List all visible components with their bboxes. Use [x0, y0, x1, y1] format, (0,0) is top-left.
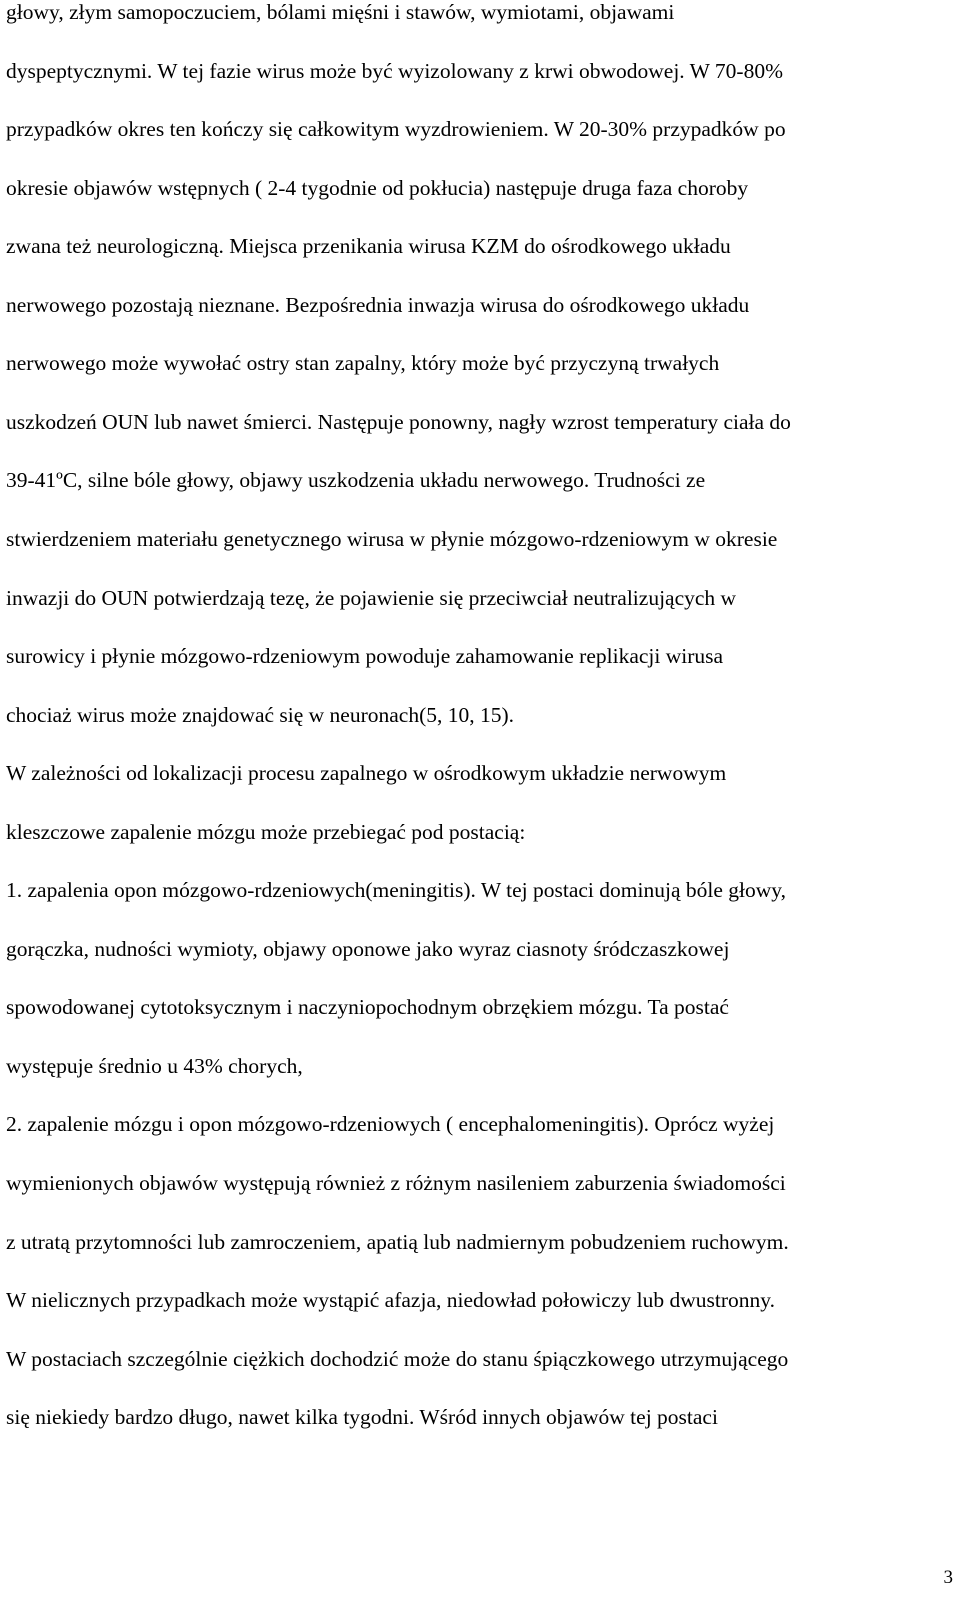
- text-line: surowicy i płynie mózgowo-rdzeniowym powoduje zahamowanie replikacji wirusa: [6, 644, 724, 669]
- text-line: spowodowanej cytotoksycznym i naczyniopochodnym obrzękiem mózgu. Ta postać: [6, 995, 729, 1020]
- text-line: 2. zapalenie mózgu i opon mózgowo-rdzeniowych ( encephalomeningitis). Oprócz wyżej: [6, 1112, 775, 1137]
- text-line: uszkodzeń OUN lub nawet śmierci. Następuje ponowny, nagły wzrost temperatury ciała do: [6, 409, 791, 434]
- text-line: 1. zapalenia opon mózgowo-rdzeniowych(meningitis). W tej postaci dominują bóle głowy,: [6, 878, 786, 903]
- page-number: 3: [943, 1567, 953, 1588]
- text-line: się niekiedy bardzo długo, nawet kilka tygodni. Wśród innych objawów tej postaci: [6, 1405, 718, 1430]
- text-line: głowy, złym samopoczuciem, bólami mięśni i stawów, wymiotami, objawami: [6, 0, 675, 24]
- text-line: gorączka, nudności wymioty, objawy oponowe jako wyraz ciasnoty śródczaszkowej: [6, 936, 730, 961]
- text-line: dyspeptycznymi. W tej fazie wirus może być wyizolowany z krwi obwodowej. W 70-80%: [6, 58, 784, 83]
- text-line: W zależności od lokalizacji procesu zapalnego w ośrodkowym układzie nerwowym: [6, 761, 727, 786]
- text-line: wymienionych objawów występują również z różnym nasileniem zaburzenia świadomości: [6, 1171, 786, 1195]
- text-line: nerwowego pozostają nieznane. Bezpośrednia inwazja wirusa do ośrodkowego układu: [6, 292, 750, 317]
- text-line: nerwowego może wywołać ostry stan zapalny, który może być przyczyną trwałych: [6, 351, 720, 376]
- text-line: występuje średnio u 43% chorych,: [6, 1053, 303, 1078]
- text-line: 39-41ºC, silne bóle głowy, objawy uszkodzenia układu nerwowego. Trudności ze: [6, 468, 706, 493]
- text-line: zwana też neurologiczną. Miejsca przenikania wirusa KZM do ośrodkowego układu: [6, 234, 731, 259]
- text-line: inwazji do OUN potwierdzają tezę, że pojawienie się przeciwciał neutralizujących w: [6, 585, 737, 610]
- text-line: kleszczowe zapalenie mózgu może przebiegać pod postacią:: [6, 819, 526, 844]
- text-line: W postaciach szczególnie ciężkich dochodzić może do stanu śpiączkowego utrzymującego: [6, 1346, 789, 1371]
- text-line: chociaż wirus może znajdować się w neuronach(5, 10, 15).: [6, 702, 515, 727]
- text-line: z utratą przytomności lub zamroczeniem, apatią lub nadmiernym pobudzeniem ruchowym.: [6, 1229, 789, 1254]
- text-line: stwierdzeniem materiału genetycznego wirusa w płynie mózgowo-rdzeniowym w okresie: [6, 526, 778, 551]
- text-line: przypadków okres ten kończy się całkowitym wyzdrowieniem. W 20-30% przypadków po: [6, 117, 786, 142]
- text-line: okresie objawów wstępnych ( 2-4 tygodnie od pokłucia) następuje druga faza choroby: [6, 175, 749, 200]
- text-line: W nielicznych przypadkach może wystąpić afazja, niedowład połowiczy lub dwustronny.: [6, 1288, 775, 1313]
